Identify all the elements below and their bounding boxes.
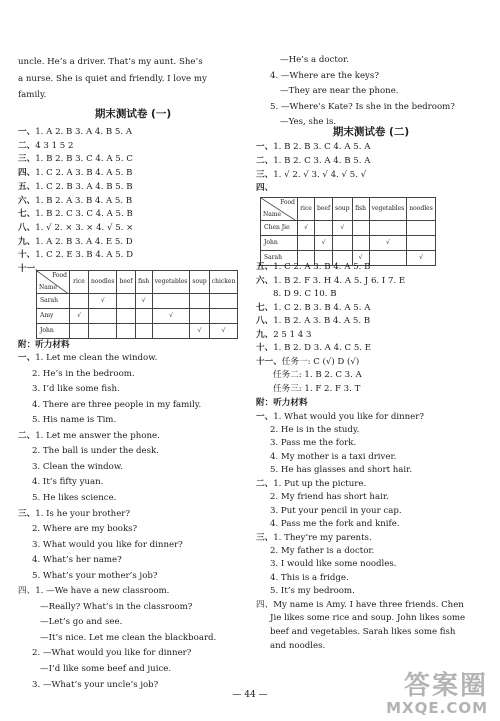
watermark-logo (386, 672, 488, 716)
listening-text: 1. They’re my parents. (273, 532, 372, 543)
corner-label-name: Name (263, 211, 282, 218)
listening-line (18, 509, 130, 520)
answer-text: 2 5 1 4 3 (273, 329, 312, 340)
question-number: 八、 (256, 316, 274, 326)
question-number: 七、 (256, 302, 274, 313)
listening-line (32, 477, 103, 488)
column-header: soup (333, 198, 352, 221)
column-header: noodles (89, 271, 117, 294)
answer-row (18, 223, 133, 234)
listening-line (270, 586, 355, 597)
listening-line (32, 462, 123, 473)
listening-line (270, 506, 402, 517)
check-cell (352, 236, 369, 251)
check-cell (89, 324, 117, 339)
check-cell (152, 294, 190, 309)
question-number: 八、 (18, 222, 36, 233)
listening-text: 3. Put your pencil in your cap. (270, 505, 402, 516)
check-cell (152, 324, 190, 339)
corner-label-food: Food (280, 199, 295, 206)
listening-line (270, 465, 412, 476)
check-cell (117, 294, 135, 309)
listening-line (32, 524, 137, 535)
test-heading-1: 期末测试卷 (一) (94, 108, 172, 120)
answer-text: 4 3 1 5 2 (35, 140, 74, 151)
listening-line (256, 412, 424, 423)
check-cell: √ (135, 294, 152, 309)
check-cell: √ (152, 309, 190, 324)
question-number: 六、 (18, 195, 36, 206)
intro-line: 4. —Where are the keys? (270, 70, 379, 81)
answer-row (18, 209, 133, 220)
question-number: 三、 (256, 532, 274, 543)
column-header: rice (298, 198, 315, 221)
listening-text: 4. Pass me the fork and knife. (270, 519, 400, 530)
question-number: 三、 (18, 508, 36, 519)
question-number: 三、 (18, 154, 36, 165)
answer-text: 1. √ 2. × 3. × 4. √ 5. × (35, 222, 134, 233)
check-cell (209, 309, 238, 324)
answer-text: 1. C 2. A 3. B 4. A 5. B (273, 262, 371, 272)
listening-line (32, 493, 116, 504)
answer-text: 1. B 2. A 3. B 4. A 5. B (35, 195, 133, 206)
answer-row (256, 183, 273, 194)
check-cell (352, 221, 369, 236)
row-name: Sarah (261, 251, 298, 266)
answer-text: 1. √ 2. √ 3. √ 4. √ 5. √ (273, 169, 367, 180)
column-header: rice (70, 271, 89, 294)
listening-text: 3. Clean the window. (32, 461, 123, 472)
answer-row (273, 370, 362, 381)
question-number: 七、 (18, 209, 36, 220)
answer-row (18, 196, 132, 207)
listening-line (270, 452, 396, 463)
listening-text: 4. It’s fifty yuan. (32, 477, 104, 488)
column-header: beef (315, 198, 333, 221)
intro-line: —They are near the phone. (280, 86, 399, 96)
check-cell: √ (407, 251, 435, 266)
listening-line (32, 555, 122, 566)
intro-line: —He’s a doctor. (280, 55, 349, 65)
answer-text: 1. A 2. B 3. A 4. E 5. D (35, 236, 133, 247)
listening-text: 1. Put up the picture. (273, 478, 367, 489)
question-number: 一、 (18, 353, 36, 363)
question-number: 九、 (256, 329, 274, 340)
answer-text: 8. D 9. C 10. B (273, 289, 337, 299)
row-name: Amy (37, 309, 70, 324)
listening-line (32, 369, 135, 380)
intro-line: family. (18, 90, 47, 100)
question-number: 三、 (256, 169, 274, 180)
row-name: John (261, 236, 298, 251)
check-cell (369, 221, 407, 236)
check-cell (135, 324, 152, 339)
answer-text: 1. A 2. B 3. A 4. B 5. A (35, 127, 133, 137)
answer-row (256, 276, 405, 287)
column-header: fish (352, 198, 369, 221)
listening-text: 1. Is he your brother? (35, 508, 130, 519)
table-row (37, 324, 238, 339)
check-cell (135, 309, 152, 324)
answer-row (18, 154, 133, 165)
table-row (37, 309, 238, 324)
check-cell (89, 309, 117, 324)
question-number: 五、 (18, 181, 36, 192)
answer-text: 1. C 2. B 3. A 4. B 5. B (35, 181, 133, 192)
food-table (36, 270, 238, 339)
table-row (37, 294, 238, 309)
answer-row (256, 262, 370, 273)
watermark-text: 答案圈 (403, 671, 488, 701)
answer-text: 任务二: 1. B 2. C 3. A (273, 370, 362, 380)
check-cell (70, 324, 89, 339)
table-row (261, 236, 436, 251)
check-cell (70, 294, 89, 309)
listening-line (270, 519, 400, 530)
check-cell: √ (298, 221, 315, 236)
listening-line (32, 384, 120, 395)
listening-heading: 附：听力材料 (256, 398, 308, 408)
check-cell: √ (352, 251, 369, 266)
column-header: chicken (209, 271, 238, 294)
listening-text: 5. What’s your mother’s job? (32, 570, 158, 581)
dialogue-line: 四、1. —We have a new classroom. (18, 586, 170, 597)
answer-row (256, 343, 371, 354)
check-cell (333, 236, 352, 251)
listening-text: 2. My father is a doctor. (270, 546, 375, 556)
check-cell: √ (70, 309, 89, 324)
answer-row (256, 330, 311, 341)
answer-row (18, 127, 132, 138)
listening-text: 4. This is a fridge. (270, 572, 349, 583)
corner-label-name: Name (39, 284, 58, 291)
question-number: 十、 (18, 250, 36, 261)
row-name: John (37, 324, 70, 339)
column-header: soup (190, 271, 209, 294)
answer-row (256, 303, 370, 314)
question-number: 十一、 (256, 356, 282, 367)
question-number: 四、 (256, 183, 274, 194)
column-header: noodles (407, 198, 435, 221)
listening-line (270, 492, 389, 503)
listening-line (270, 559, 397, 570)
question-number: 一、 (18, 127, 36, 137)
check-cell: √ (190, 324, 209, 339)
corner-label-food: Food (52, 272, 67, 279)
answer-row (256, 316, 370, 327)
food-table (260, 197, 436, 266)
listening-text: 3. I’d like some fish. (32, 384, 120, 395)
row-name: Sarah (37, 294, 70, 309)
listening-line (32, 540, 183, 551)
check-cell: √ (89, 294, 117, 309)
question-number: 十一、 (18, 264, 44, 274)
dialogue-line: 3. —What’s your uncle’s job? (32, 679, 159, 690)
check-cell (190, 294, 209, 309)
question-number: 九、 (18, 236, 36, 247)
answer-row (18, 168, 132, 179)
answer-row (256, 357, 359, 368)
answer-text: 1. B 2. F 3. H 4. A 5. J 6. I 7. E (273, 275, 406, 286)
column-header: vegetables (152, 271, 190, 294)
check-cell (298, 236, 315, 251)
answer-text: 1. B 2. B 3. C 4. A 5. C (35, 154, 133, 165)
passage-line: 四、My name is Amy. I have three friends. Chen (256, 599, 464, 610)
answer-text: 1. B 2. D 3. A 4. C 5. E (273, 343, 372, 353)
question-number: 五、 (256, 262, 274, 272)
check-cell: √ (369, 236, 407, 251)
check-cell (407, 236, 435, 251)
listening-line (32, 571, 157, 582)
answer-row (18, 182, 133, 193)
listening-text: 5. He likes science. (32, 492, 117, 503)
check-cell: √ (209, 324, 238, 339)
passage-line: beef and vegetables. Sarah likes some fish (270, 627, 456, 637)
check-cell (315, 221, 333, 236)
listening-line (32, 400, 201, 411)
answer-row (18, 237, 133, 248)
listening-heading: 附：听力材料 (18, 340, 70, 350)
listening-line (18, 431, 160, 442)
answer-text: 1. C 2. A 3. B 4. A 5. B (35, 168, 133, 179)
listening-line (270, 546, 374, 557)
answer-text: 任务一: C (√) D (√) (281, 356, 360, 367)
column-header: vegetables (369, 198, 407, 221)
intro-line: 5. —Where’s Kate? Is she in the bedroom? (270, 101, 455, 112)
listening-text: 5. He has glasses and short hair. (270, 465, 413, 476)
table-row (261, 221, 436, 236)
table-header-row (37, 271, 238, 294)
check-cell (209, 294, 238, 309)
question-number: 四、 (18, 168, 36, 179)
answer-row (18, 250, 133, 261)
passage-line: and noodles. (270, 640, 326, 651)
check-cell (190, 309, 209, 324)
diagonal-header-cell (261, 198, 298, 221)
watermark-url: MXQE.COM (386, 699, 488, 717)
listening-line (270, 573, 349, 584)
answer-row (273, 384, 360, 395)
dialogue-line: 2. —What would you like for dinner? (32, 648, 192, 659)
passage-line: Jie likes some rice and soup. John likes some (270, 613, 466, 624)
check-cell (407, 221, 435, 236)
listening-text: 4. My mother is a taxi driver. (270, 451, 397, 462)
dialogue-line: —I’d like some beef and juice. (40, 664, 172, 674)
listening-text: 5. It’s my bedroom. (270, 586, 355, 597)
row-name: Chen Jie (261, 221, 298, 236)
answer-text: 任务三: 1. F 2. F 3. T (273, 383, 361, 394)
listening-text: 1. Let me answer the phone. (35, 430, 160, 441)
question-number: 二、 (18, 140, 36, 151)
listening-line (18, 353, 157, 364)
intro-line: a nurse. She is quiet and friendly. I love my (18, 73, 207, 84)
question-number: 十、 (256, 343, 274, 353)
check-cell (117, 324, 135, 339)
question-number: 二、 (256, 155, 274, 166)
intro-line: —Yes, she is. (280, 117, 337, 127)
listening-text: 2. My friend has short hair. (270, 492, 389, 503)
question-number: 二、 (18, 430, 36, 441)
column-header: fish (135, 271, 152, 294)
question-number: 六、 (256, 275, 274, 286)
listening-text: 3. What would you like for dinner? (32, 539, 183, 550)
answer-text: 1. B 2. C 3. C 4. A 5. B (35, 209, 133, 220)
listening-text: 2. He is in the study. (270, 424, 360, 435)
answer-row (273, 289, 337, 300)
listening-line (256, 479, 366, 490)
listening-text: 4. What’s her name? (32, 555, 122, 566)
answer-row (256, 156, 370, 167)
check-cell (369, 251, 407, 266)
page-number: — 44 — (232, 690, 268, 700)
answer-row (18, 141, 73, 152)
dialogue-line: —Really? What’s in the classroom? (40, 601, 193, 612)
answer-row (256, 142, 370, 153)
question-number: 一、 (256, 142, 274, 152)
listening-line (270, 425, 359, 436)
answer-row (256, 170, 366, 181)
listening-text: 1. Let me clean the window. (35, 353, 158, 363)
answer-text: 1. B 2. B 3. C 4. A 5. A (273, 142, 371, 152)
question-number: 一、 (256, 411, 274, 422)
dialogue-line: —It’s nice. Let me clean the blackboard. (40, 632, 217, 643)
listening-text: 5. His name is Tim. (32, 415, 117, 426)
listening-line (32, 446, 159, 457)
answer-text: 1. B 2. C 3. A 4. B 5. A (273, 155, 371, 166)
answer-text: 1. C 2. B 3. B 4. A 5. A (273, 302, 371, 313)
check-cell (117, 309, 135, 324)
listening-text: 4. There are three people in my family. (32, 399, 202, 410)
listening-text: 3. I would like some noodles. (270, 559, 397, 570)
dialogue-line: —Let’s go and see. (40, 617, 123, 628)
column-header: beef (117, 271, 135, 294)
listening-text: 3. Pass me the fork. (270, 438, 357, 449)
check-cell: √ (333, 221, 352, 236)
listening-text: 1. What would you like for dinner? (273, 411, 424, 422)
listening-line (256, 533, 372, 544)
intro-line: uncle. He’s a driver. That’s my aunt. She’s (18, 57, 203, 67)
answer-text: 1. C 2. E 3. B 4. A 5. D (35, 250, 134, 261)
listening-text: 2. The ball is under the desk. (32, 446, 159, 457)
listening-line (270, 438, 356, 449)
diagonal-header-cell (37, 271, 70, 294)
question-number: 二、 (256, 478, 274, 489)
listening-line (32, 415, 116, 426)
answer-text: 1. B 2. A 3. B 4. A 5. B (273, 316, 371, 326)
check-cell: √ (315, 236, 333, 251)
listening-text: 2. Where are my books? (32, 524, 138, 535)
table-header-row (261, 198, 436, 221)
test-heading-2: 期末测试卷 (二) (332, 126, 410, 138)
listening-text: 2. He’s in the bedroom. (32, 368, 135, 379)
